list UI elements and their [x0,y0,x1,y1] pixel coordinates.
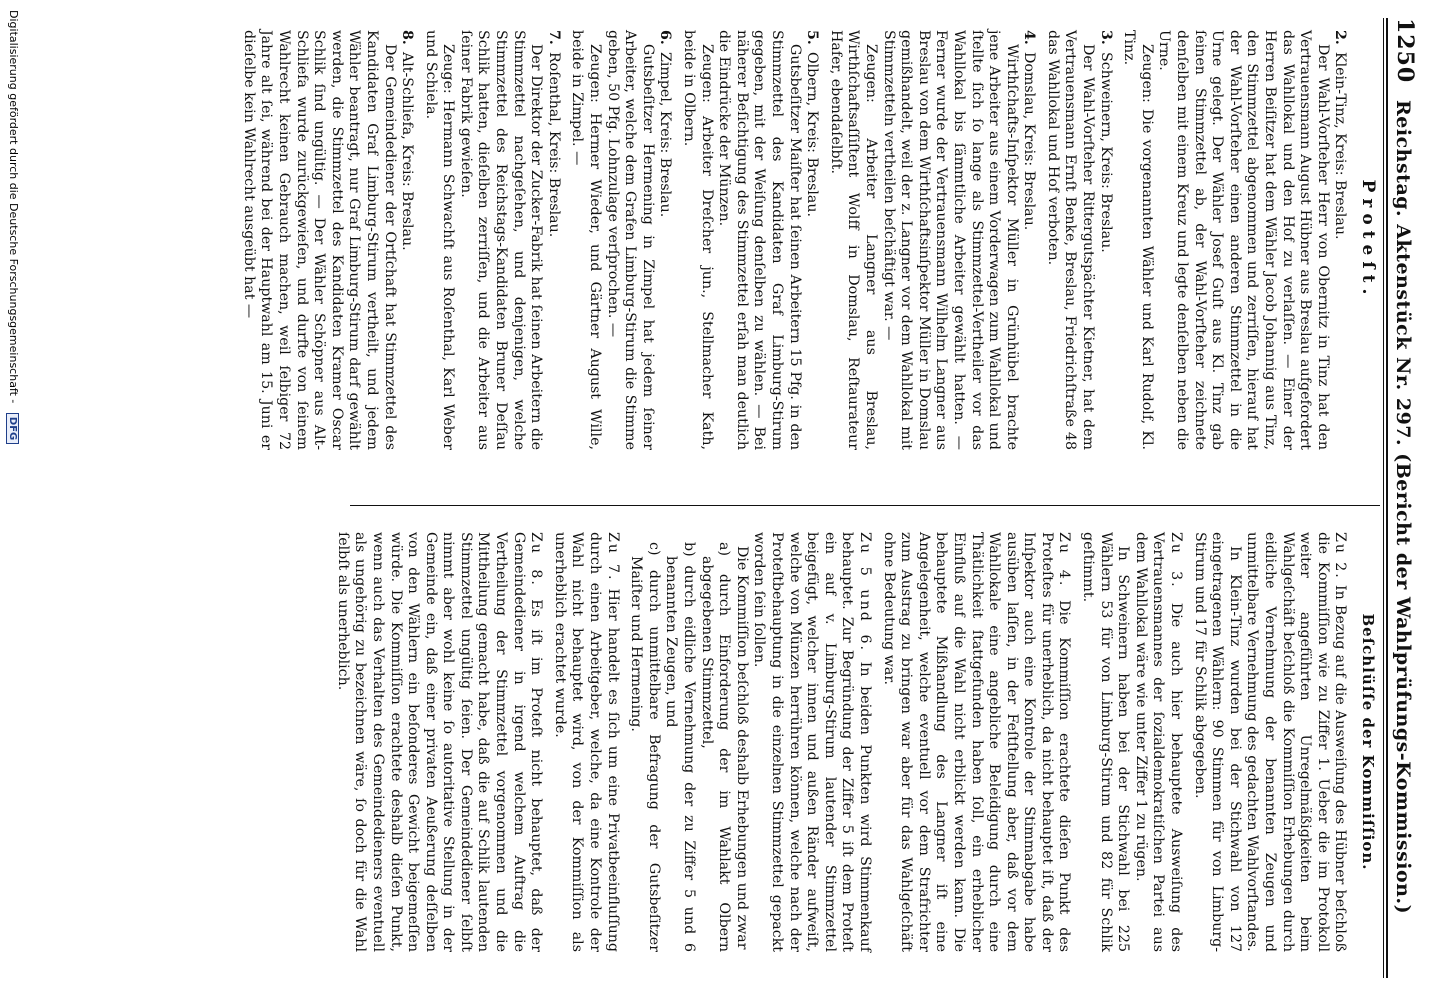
resolution-entry-label: Zu 8. [528,532,545,587]
protest-entry-paragraph: Der Direktor der Zucker-Fabrik hat ſeinen Arbeitern die Stimmzettel nachgeſehen, und denjenigen, welche Stimmzettel des Reichstags-Kandidaten Bruner Deſſau Schlik hatten, dieſelben zerriſſen, und die Arbeiter aus ſeiner Fabrik gewieſen. [457,30,545,450]
protest-entry-paragraph: Der Gemeindediener der Ortſchaft hat Stimmzettel des Kandidaten Graf Limburg-Stirum vertheilt, und jedem Wähler beantragt, nur Graf Limburg-Stirum darf gewählt werden, die Stimmzettel des Kandidaten Kramer Oscar Schlik ſind ungültig. — Der Wähler Schöpner aus Alt-Schliefa wurde zurückgewieſen, und durfte von ſeinem Wahlrecht keinen Gebrauch machen, weil ſelbiger 72 Jahre alt ſei, während bei der Hauptwahl am 15. Juni er dieſelbe kein Wahlrecht ausgeübt hat — [240,30,398,450]
protest-entry-location: Alt-Schliefa, Kreis: Breslau. [399,52,416,251]
protest-entry-number: 4. [1021,30,1038,45]
protest-entry-paragraph: Zeugen: Arbeiter Langner aus Breslau, Wirthſchaftsaſſiſtent Wolff in Domslau, Reſtaurateur Hafer, ebendaſelbſt. [827,30,879,450]
resolution-entry-text: In Bezug auf die Ausweiſung des Hübner beſchloß die Kommiſſion wie zu Ziffer 1. Ueber die im Protokoll weiter angeführten Unregelmäßigkeiten beim Wahlgeſchäft beſchloß die Kommiſſion Erhebungen durch eidliche Vernehmung der benannten Zeugen und unmittelbare Vernehmung des gedachten Wahlvorſtandes. [1244,532,1349,952]
protest-entry [239,30,415,450]
resolution-entry-label: Zu 7. [604,532,621,582]
resolutions-column [327,532,1380,952]
resolution-sub-item: a) durch Einforderung der im Wahlakt Olbern abgegebenen Stimmzettel, [698,542,733,952]
protest-entry [1043,30,1113,450]
column-divider [350,505,1380,506]
resolution-entry-label: Zu 3. [1168,532,1185,589]
protest-entry-location: Olbern, Kreis: Breslau. [804,52,821,217]
protest-entries [239,30,1348,450]
protest-entry-number: 7. [545,30,562,45]
digitization-credit-text: Digitalisierung gefördert durch die Deutsche Forschungsgemeinschaft - [7,10,20,404]
resolution-entry-paragraph: Die Kommiſſion beſchloß deshalb Erhebungen und zwar [733,546,750,950]
protest-entry-paragraph: Der Wahl-Vorſteher Rittergutspächter Kietner, hat dem Vertrauensmann Ernſt Benke, Breslau, Friedrichſtraße 48 das Wahllokal und Hof verboten. [1044,30,1097,450]
protest-entry-heading [1020,30,1038,450]
resolutions-column-title: Beſchlüſſe der Kommiſſion. [1359,613,1377,871]
protest-entry-location: Zimpel, Kreis: Breslau. [657,52,674,218]
protest-entry-heading [803,30,821,450]
resolution-entry-text: Die Kommiſſion erachtete dieſen Punkt des Proteſtes für unerheblich, da nicht behauptet iſt, daß der Inſpektor auch eine Kontrole der Stimmabgabe habe ausüben laſſen, in der Feſtſtellung aber, daß vor dem Wahllokale eine angebliche Beleidigung durch eine Thätlichkeit ſtattgefunden haben ſoll, ein erheblicher Einfluß auf die Wahl nicht erblickt werden kann. Die behauptete Mißhandlung des Langner iſt eine Angelegenheit, welche eventuell vor dem Strafrichter zum Austrag zu bringen war aber für das Wahlgeſchäft ohne Bedeutung war. [880,532,1073,953]
resolution-entry-paragraph: In Schweinern haben bei der Stichwahl bei 225 Wählern 53 für von Limburg-Stirum und 82 für Schlik geſtimmt. [1080,532,1132,952]
protest-entry-heading [398,30,416,450]
resolution-entry-paragraph: In Klein-Tinz wurden bei der Stichwahl von 127 eingetragenen Wählern: 90 Stimmen für von Limburg-Stirum und 17 für Schlik abgegeben. [1191,532,1243,952]
protest-entry-paragraph: Gutsbeſitzer Maiſter hat ſeinen Arbeitern 15 Pfg. in den Stimmzettel des Kandidaten Graf Limburg-Stirum gegeben, mit der Weiſung denſelben zu wählen. — Bei näherer Beſichtigung des Stimmzettel erſah man deutlich die Eindrücke der Münzen. [716,30,803,450]
protest-entry-number: 8. [399,30,416,45]
protest-entry-paragraph: Zeugen: Die vorgenannten Wähler und Karl Rudolf, Kl. Tinz. [1121,30,1155,450]
protest-entry-location: Roſenthal, Kreis: Breslau. [545,52,562,238]
resolution-entry [627,532,873,952]
resolution-sub-item: c) durch unmittelbare Befragung der Gutsbeſitzer Maiſter und Hermening. [628,542,662,952]
protest-entry-number: 6. [657,30,674,45]
protest-entry-heading [656,30,674,450]
protest-entry-heading [1331,30,1349,450]
resolution-entry-first-paragraph [333,532,544,952]
resolution-entry-text: Hier handelt es ſich um eine Privatbeeinfluſſung durch einen Arbeitgeber, welche, da eine Kontrole der Wahl nicht behauptet wird, von der Kommiſſion als unerheblich erachtet wurde. [551,532,621,953]
protest-entry-heading [544,30,562,450]
resolution-entry-first-paragraph [1131,532,1184,952]
resolution-sub-item: b) durch eidliche Vernehmung der zu Ziffer 5 und 6 benannten Zeugen, und [663,542,698,952]
protest-entry [421,30,562,450]
resolution-entry-text: Die auch hier behauptete Ausweiſung des Vertrauensmannes der ſozialdemokratiſchen Partei aus dem Wahllokal wäre wie unter Ziffer 1 zu rügen. [1132,532,1185,952]
resolution-entry [879,532,1073,952]
running-header: Reichstag. Aktenstück Nr. 297. (Bericht der Wahlprüfungs-Kommission.) [1392,100,1414,915]
protest-entry [826,30,1037,450]
protest-entry-paragraph: Zeugen: Arbeiter Dreſcher jun., Stellmacher Kath, beide in Olbern. [681,30,715,450]
resolution-entry-first-paragraph [750,532,873,952]
resolution-entry-first-paragraph [550,532,620,952]
protest-entry-location: Klein-Tinz, Kreis: Breslau. [1332,52,1349,240]
protest-column-title: Proteſt. [1358,179,1378,301]
resolution-entry-label: Zu 5 und 6. [856,532,873,653]
protest-entry-heading [1096,30,1114,450]
protest-entry-paragraph: Gutsbeſitzer Hermening in Zimpel hat jedem ſeiner Arbeiter, welche dem Grafen Limburg-Stirum die Stimme geben, 50 Pfg. Lohnzulage verſprochen. — [604,30,656,450]
resolution-entry [1079,532,1185,952]
resolution-entry-first-paragraph [1243,532,1349,952]
protest-column [233,30,1380,450]
protest-entry [679,30,820,450]
header-rule [1386,18,1388,978]
resolution-entry-text: Es iſt im Proteſt nicht behauptet, daß der Gemeindediener in irgend welchem Auftrag die Vertheilung der Stimmzettel vorgenommen und die Mittheilung gemacht habe, daß die auf Schlik lautenden Stimmzettel ungültig ſeien. Der Gemeindediener ſelbſt nimmt aber wohl keine ſo autoritative Stellung in der Gemeinde ein, daß einer privaten Aeußerung deſſelben von den Wählern ein beſonderes Gewicht beigemeſſen würde. Die Kommiſſion erachtete deshalb dieſen Punkt, wenn auch das Verhalten des Gemeindedieners eventuell als ungehörig zu bezeichnen wäre, ſo doch für die Wahl ſelbſt als unerheblich. [334,532,545,952]
protest-entry-paragraph: Zeugen: Hermer Wieder, und Gärtner August Wille, beide in Zimpel. — [569,30,604,450]
resolution-entry [550,532,620,952]
header-rule-thin [1383,18,1384,978]
protest-entry-number: 2. [1332,30,1349,45]
protest-entry-location: Domslau, Kreis: Breslau. [1021,52,1038,231]
protest-entry-number: 5. [804,30,821,45]
resolution-entry-text: In beiden Punkten wird Stimmenkauf behauptet. Zur Begründung der Ziffer 5 iſt dem Proteſt ein auf v. Limburg-Stirum lautender Stimmzettel beigefügt, welcher innen und außen Ränder aufweiſt, welche von Münzen herrühren können, welche nach der Proteſtbehauptung in die einzelnen Stimmzettel gepackt worden ſein ſollen. [751,532,873,953]
resolution-entry-first-paragraph [879,532,1073,952]
dfg-logo: DFG [7,413,20,444]
protest-entry-paragraph: Wirthſchafts-Inſpektor Müller in Grünhübel brachte jene Arbeiter aus einem Vorderwagen zum Wahllokal und ſtellte ſich ſo lange als Stimmzettel-Vertheiler vor das Wahllokal bis ſämmtliche Arbeiter gewählt hatten. — Ferner wurde der Vertrauensmann Wilhelm Langner aus Breslau von dem Wirthſchaftsinſpektor Müller in Domslau gemißhandelt, weil der z. Langner vor dem Wahllokal mit Stimmzetteln vertheilen beſchäftigt war. — [880,30,1020,450]
resolution-entry-label: Zu 2. [1332,532,1349,580]
protest-entry [568,30,674,450]
protest-entry [1120,30,1349,450]
resolution-entry-label: Zu 4. [1056,532,1073,588]
page-number: 1250 [1392,18,1418,84]
protest-entry-paragraph: Der Wahl-Vorſteher Herr von Obernitz in Tinz hat den Vertrauensmann August Hübner aus Breslau aufgefordert das Wahllokal und den Hof zu verlaſſen. — Einer der Herren Beiſitzer hat dem Wähler Jacob Johannig aus Tinz, den Stimmzettel abgenommen und zerriſſen, hierauf hat der Wahl-Vorſteher einen anderen Stimmzettel in die Urne gelegt. Der Wähler Josef Guſt aus Kl. Tinz gab ſeinen Stimmzettel ab, der Wahl-Vorſteher zeichnete denſelben mit einem Kreuz und legte denſelben neben die Urne. [1156,30,1331,450]
resolution-entry [333,532,544,952]
protest-entry-number: 3. [1097,30,1114,45]
protest-entry-paragraph: Zeuge: Hermann Schwachſt aus Roſenthal, Karl Weber und Schiela. [422,30,457,450]
resolution-entry [1190,532,1348,952]
resolution-entries [333,532,1348,952]
protest-entry-location: Schweinern, Kreis: Breslau. [1097,52,1114,253]
digitization-credit [7,10,21,444]
